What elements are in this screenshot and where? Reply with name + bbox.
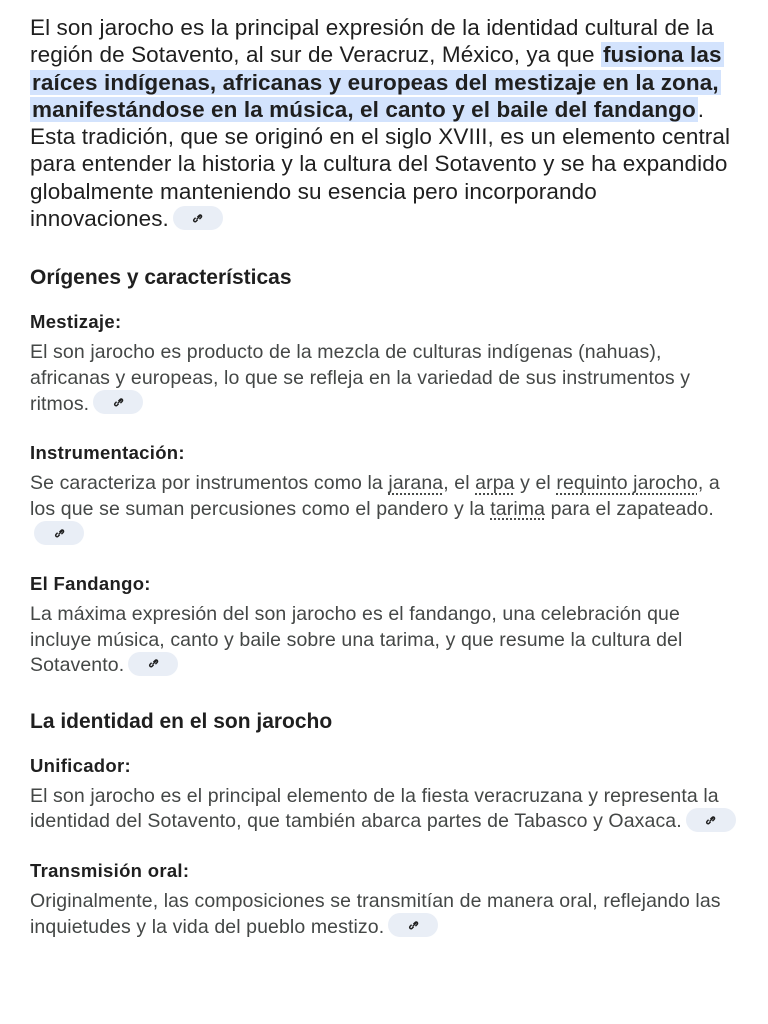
paragraph-text: Originalmente, las composiciones se transmitían de manera oral, reflejando las inquietudes y la vida del pueblo mestizo. xyxy=(30,889,721,938)
link-icon xyxy=(189,210,206,227)
subheading-mestizaje: Mestizaje: xyxy=(30,311,122,333)
subheading-fandango: El Fandango: xyxy=(30,572,151,594)
source-link-button[interactable] xyxy=(128,652,178,676)
intro-text-before: El son jarocho es la principal expresión de la identidad cultural de la región de Sotavento, al sur de Veracruz, México, ya que xyxy=(30,15,714,68)
intro-highlight[interactable]: fusiona las raíces indígenas, africanas y europeas del mestizaje en la zona, manifestándose en la música, el canto y el baile del fandango xyxy=(32,42,722,122)
link-icon xyxy=(51,525,68,542)
link-icon xyxy=(110,394,127,411)
term-jarana[interactable]: jarana xyxy=(388,472,444,495)
source-link-button[interactable] xyxy=(93,390,143,414)
source-link-button[interactable] xyxy=(173,206,223,230)
intro-text-after: . Esta tradición, que se originó en el siglo XVIII, es un elemento central para entender la historia y la cultura del Sotavento y se ha expandido globalmente manteniendo su esencia pero incorporando innovaciones. xyxy=(30,96,731,232)
paragraph-text: Se caracteriza por instrumentos como la xyxy=(30,472,389,495)
paragraph-unificador xyxy=(30,784,738,835)
subheading-instrumentacion: Instrumentación: xyxy=(30,442,185,464)
paragraph-instrumentacion xyxy=(30,471,738,548)
subheading-transmision-oral: Transmisión oral: xyxy=(30,859,190,881)
paragraph-text: El son jarocho es producto de la mezcla de culturas indígenas (nahuas), africanas y europeas, lo que se refleja en la variedad de sus instrumentos y ritmos. xyxy=(30,341,691,415)
link-icon xyxy=(702,812,719,829)
paragraph-text: La máxima expresión del son jarocho es el fandango, una celebración que incluye música, canto y baile sobre una tarima, y que resume la cultura del Sotavento. xyxy=(30,602,683,677)
paragraph-text: para el zapateado. xyxy=(545,497,714,520)
paragraph-mestizaje xyxy=(30,340,738,417)
paragraph-text: y el xyxy=(514,472,557,495)
subheading-unificador: Unificador: xyxy=(30,754,131,776)
source-link-button[interactable] xyxy=(686,808,736,832)
paragraph-fandango xyxy=(30,602,738,679)
link-icon xyxy=(405,917,422,934)
paragraph-transmision-oral xyxy=(30,889,738,940)
paragraph-text: , el xyxy=(443,472,476,495)
term-arpa[interactable]: arpa xyxy=(475,472,515,495)
term-requinto-jarocho[interactable]: requinto jarocho xyxy=(556,472,698,495)
paragraph-text: , a los que se suman percusiones como el pandero y la xyxy=(30,472,720,520)
source-link-button[interactable] xyxy=(388,913,438,937)
link-icon xyxy=(145,655,162,672)
paragraph-text: El son jarocho es el principal elemento de la fiesta veracruzana y representa la identidad del Sotavento, que también abarca partes de Tabasco y Oaxaca. xyxy=(30,784,719,833)
term-tarima[interactable]: tarima xyxy=(490,497,546,520)
section-title-origins: Orígenes y características xyxy=(30,266,292,290)
intro-paragraph xyxy=(30,14,738,232)
source-link-button[interactable] xyxy=(34,521,84,545)
section-title-identity: La identidad en el son jarocho xyxy=(30,709,333,733)
